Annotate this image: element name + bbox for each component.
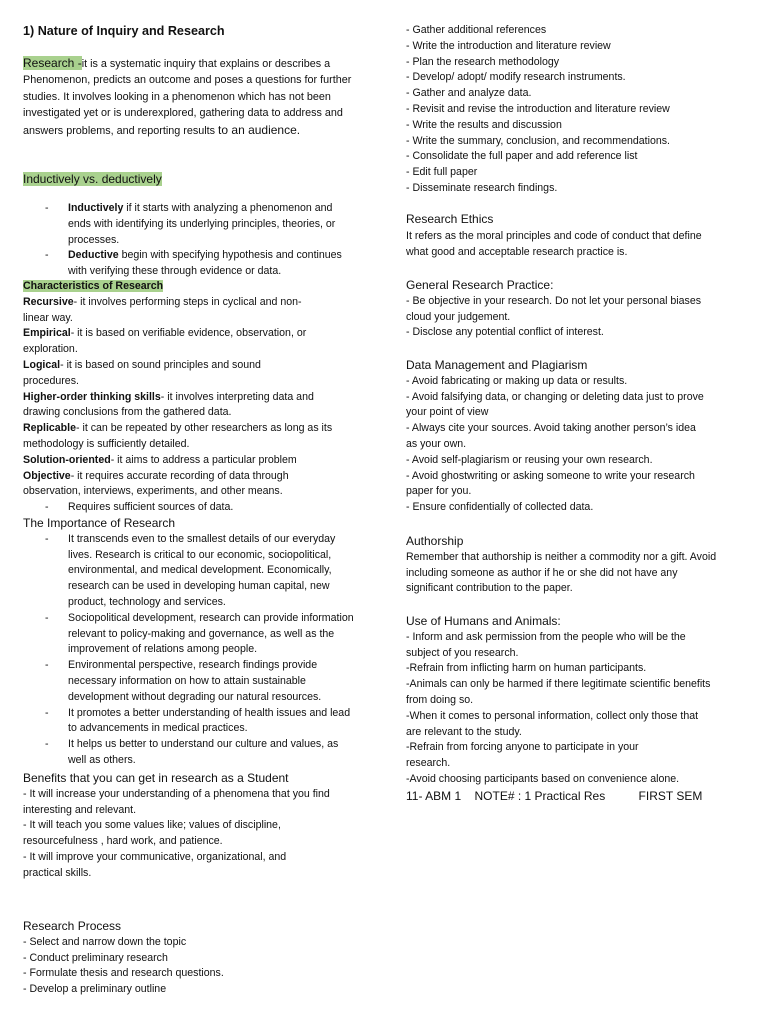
characteristic-sub-list xyxy=(23,500,368,516)
process-step: - Gather additional references xyxy=(406,24,547,36)
process-section xyxy=(23,919,368,998)
importance-section xyxy=(23,516,368,769)
list-item: - It helps us better to understand our culture and values, as well as others. xyxy=(23,737,358,769)
process-step: - Conduct preliminary research xyxy=(23,951,168,964)
footer-note-label: NOTE# : 1 Practical Res xyxy=(474,789,606,803)
page-title: 1) Nature of Inquiry and Research xyxy=(23,24,225,38)
process-step: - Plan the research methodology xyxy=(406,55,560,68)
research-def-text: it is a systematic inquiry that explains or describes a Phenomenon, predicts an outcome and poses a questions for further studies. It involves looking in a phenomenon which has not been investigated yet or is underexplored, gathering data to address and answers problems, and reporting results xyxy=(23,58,352,137)
ethics-section xyxy=(406,212,726,260)
benefit-item: - It will teach you some values like; values of discipline, resourcefulness , hard work, and patience. xyxy=(23,819,281,848)
process-steps xyxy=(23,935,368,998)
process-step: - Write the introduction and literature review xyxy=(406,39,611,52)
authorship-section xyxy=(406,534,726,597)
process-step: - Revisit and revise the introduction and literature review xyxy=(406,102,670,115)
ind-ded-heading-wrap xyxy=(23,172,368,189)
characteristics-section xyxy=(23,279,368,516)
ethics-text: It refers as the moral principles and code of conduct that define what good and acceptable research practice is. xyxy=(406,229,702,258)
process-step: - Develop a preliminary outline xyxy=(23,983,167,996)
list-item: - Requires sufficient sources of data. xyxy=(23,500,368,516)
process-step: - Disseminate research findings. xyxy=(406,181,558,194)
process-continued xyxy=(406,23,726,197)
importance-heading: The Importance of Research xyxy=(23,516,176,530)
process-step: - Select and narrow down the topic xyxy=(23,935,187,948)
humans-item: -When it comes to personal information, collect only those that are relevant to the study. xyxy=(406,709,699,738)
practice-heading: General Research Practice: xyxy=(406,278,554,292)
humans-heading: Use of Humans and Animals: xyxy=(406,614,561,628)
humans-item: - Inform and ask permission from the people who will be the subject of you research. xyxy=(406,630,686,659)
process-step: - Develop/ adopt/ modify research instruments. xyxy=(406,71,626,84)
practice-section xyxy=(406,278,726,341)
datamgmt-item: - Avoid ghostwriting or asking someone to write your research paper for you. xyxy=(406,469,695,498)
research-definition xyxy=(23,55,368,139)
ind-ded-list xyxy=(23,201,358,280)
humans-item: -Refrain from inflicting harm on human participants. xyxy=(406,662,647,675)
list-item: - It promotes a better understanding of health issues and lead to advancements in medical practices. xyxy=(23,706,358,738)
footer-note xyxy=(406,789,726,805)
practice-item: - Be objective in your research. Do not let your personal biases cloud your judgement. xyxy=(406,294,702,323)
process-heading: Research Process xyxy=(23,919,122,933)
process-step: - Gather and analyze data. xyxy=(406,87,532,100)
humans-item: -Refrain from forcing anyone to participate in your research. xyxy=(406,741,639,770)
datamgmt-section xyxy=(406,358,726,516)
list-item: - Environmental perspective, research findings provide necessary information on how to attain sustainable development without degrading our natural resources. xyxy=(23,658,358,705)
authorship-text: Remember that authorship is neither a commodity nor a gift. Avoid including someone as author if he or she did not have any significant contribution to the paper. xyxy=(406,550,717,595)
humans-item: -Animals can only be harmed if there legitimate scientific benefits from doing so. xyxy=(406,678,711,706)
ethics-heading: Research Ethics xyxy=(406,212,494,226)
footer-semester: FIRST SEM xyxy=(638,789,703,803)
datamgmt-item: - Always cite your sources. Avoid taking another person’s idea as your own. xyxy=(406,422,696,450)
characteristic-item: Empirical- it is based on verifiable evidence, observation, or exploration. xyxy=(23,327,307,356)
datamgmt-item: - Avoid self-plagiarism or reusing your own research. xyxy=(406,453,653,466)
list-item: - It transcends even to the smallest details of our everyday lives. Research is critical to our economic, sociopolitical, environmental, and medical development. Economically, research can be used in developing human capital, new product, technology and services. xyxy=(23,532,358,611)
process-step: - Formulate thesis and research questions. xyxy=(23,967,224,980)
research-term: Research - xyxy=(23,56,82,70)
list-item: - Sociopolitical development, research can provide information relevant to policy-making and governance, as well as the improvement of relations among people. xyxy=(23,611,358,658)
process-step: - Edit full paper xyxy=(406,166,478,179)
humans-section xyxy=(406,614,726,788)
datamgmt-item: - Ensure confidentially of collected data. xyxy=(406,501,594,514)
list-item: - Deductive begin with specifying hypothesis and continues with verifying these through evidence or data. xyxy=(23,248,358,280)
characteristic-item: Replicable- it can be repeated by other researchers as long as its methodology is sufficiently detailed. xyxy=(23,422,333,450)
characteristics-heading: Characteristics of Research xyxy=(23,280,164,292)
process-step: - Consolidate the full paper and add reference list xyxy=(406,150,638,163)
process-step: - Write the results and discussion xyxy=(406,118,562,131)
characteristic-item: Higher-order thinking skills- it involves interpreting data and drawing conclusions from the gathered data. xyxy=(23,390,314,419)
benefits-section xyxy=(23,771,368,882)
benefit-item: - It will increase your understanding of a phenomena that you find interesting and relevant. xyxy=(23,787,330,816)
importance-list xyxy=(23,532,358,769)
datamgmt-item: - Avoid fabricating or making up data or results. xyxy=(406,374,628,387)
benefit-item: - It will improve your communicative, organizational, and practical skills. xyxy=(23,850,287,879)
datamgmt-heading: Data Management and Plagiarism xyxy=(406,358,588,372)
process-step: - Write the summary, conclusion, and recommendations. xyxy=(406,134,670,147)
characteristic-item: Recursive- it involves performing steps in cyclical and non-linear way. xyxy=(23,295,302,324)
footer-class: 11- ABM 1 xyxy=(406,789,462,803)
research-def-tail: to an audience. xyxy=(218,122,301,137)
practice-item: - Disclose any potential conflict of interest. xyxy=(406,326,604,339)
humans-item: -Avoid choosing participants based on convenience alone. xyxy=(406,772,680,785)
ind-ded-heading: Inductively vs. deductively xyxy=(23,172,162,186)
benefits-heading: Benefits that you can get in research as a Student xyxy=(23,771,289,785)
list-item: - Inductively if it starts with analyzing a phenomenon and ends with identifying its underlying principles, theories, or processes. xyxy=(23,201,358,248)
characteristic-item: Objective- it requires accurate recording of data through observation, interviews, experiments, and other means. xyxy=(23,469,289,498)
characteristic-item: Solution-oriented- it aims to address a particular problem xyxy=(23,453,297,466)
datamgmt-item: - Avoid falsifying data, or changing or deleting data just to prove your point of view xyxy=(406,390,704,419)
authorship-heading: Authorship xyxy=(406,534,464,548)
characteristic-item: Logical- it is based on sound principles and sound procedures. xyxy=(23,358,261,387)
